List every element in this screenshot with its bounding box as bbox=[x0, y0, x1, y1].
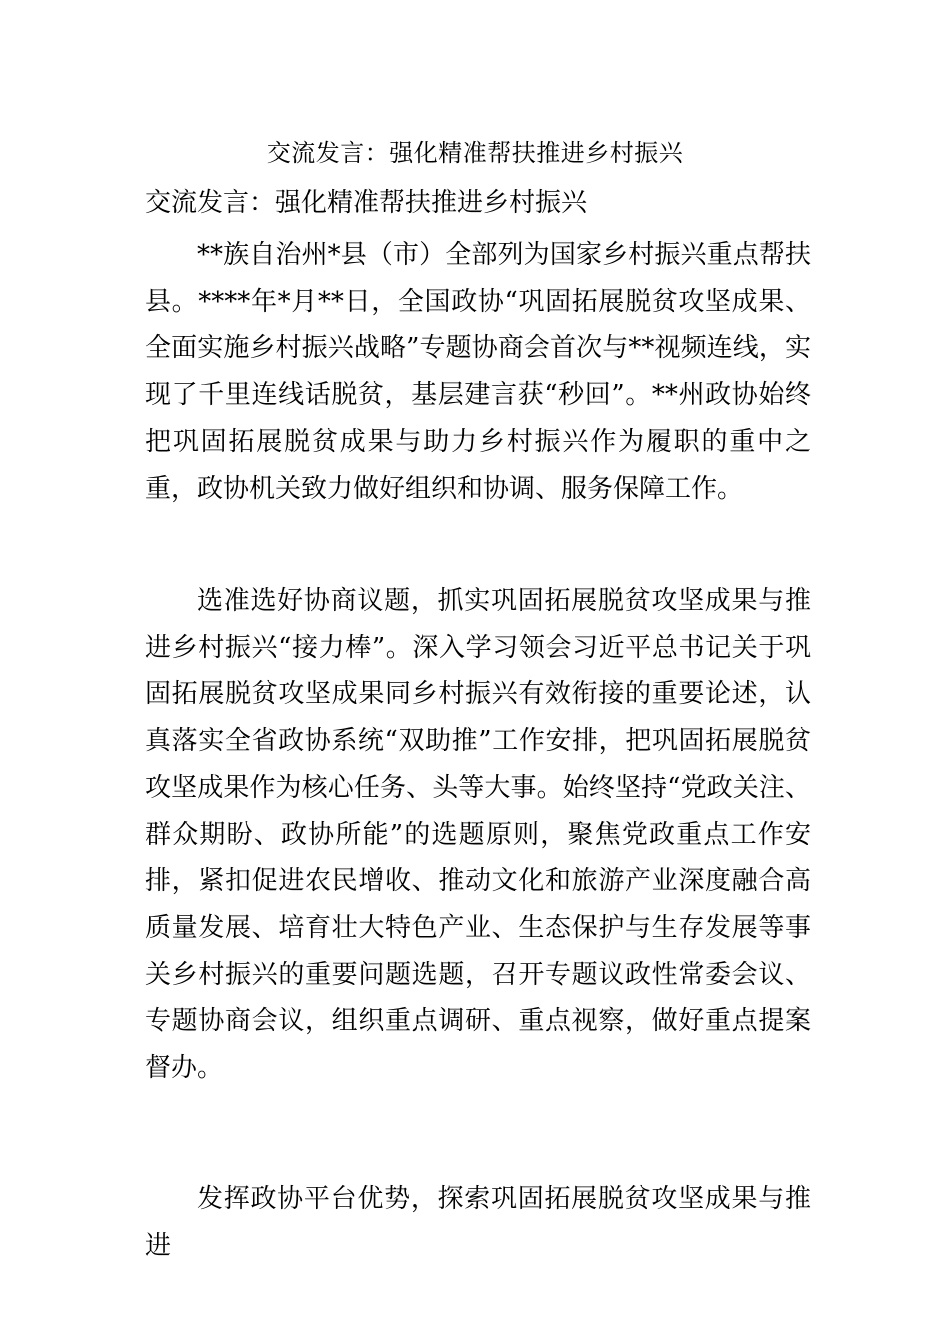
paragraph-3: 发挥政协平台优势，探索巩固拓展脱贫攻坚成果与推进 bbox=[145, 1184, 811, 1261]
document-title: 交流发言：强化精准帮扶推进乡村振兴 bbox=[266, 139, 684, 167]
paragraph-1: **族自治州*县（市）全部列为国家乡村振兴重点帮扶县。****年*月**日，全国政协“巩固拓展脱贫攻坚成果、全面实施乡村振兴战略”专题协商会首次与**视频连线，实现了千里连线话脱贫，基层建言获“秒回”。**州政协始终把巩固拓展脱贫成果与助力乡村振兴作为履职的重中之重，政协机关致力做好组织和协调、服务保障工作。 bbox=[145, 240, 811, 504]
document-subtitle: 交流发言：强化精准帮扶推进乡村振兴 bbox=[145, 188, 588, 218]
paragraph-2: 选准选好协商议题，抓实巩固拓展脱贫攻坚成果与推进乡村振兴“接力棒”。深入学习领会习近平总书记关于巩固拓展脱贫攻坚成果同乡村振兴有效衔接的重要论述，认真落实全省政协系统“双助推”工作安排，把巩固拓展脱贫攻坚成果作为核心任务、头等大事。始终坚持“党政关注、群众期盼、政协所能”的选题原则，聚焦党政重点工作安排，紧扣促进农民增收、推动文化和旅游产业深度融合高质量发展、培育壮大特色产业、生态保护与生存发展等事关乡村振兴的重要问题选题，召开专题议政性常委会议、专题协商会议，组织重点调研、重点视察，做好重点提案督办。 bbox=[145, 586, 811, 1084]
